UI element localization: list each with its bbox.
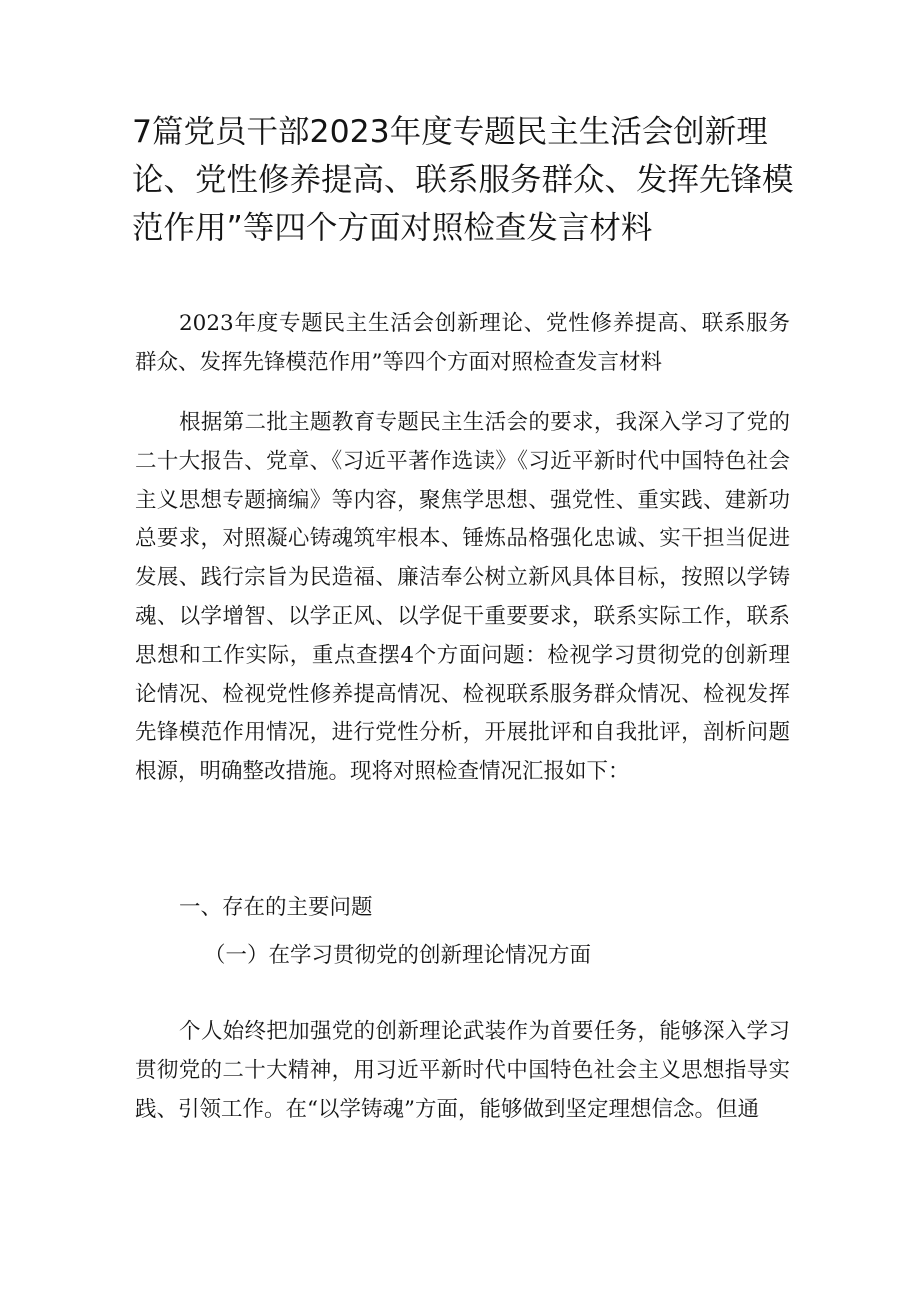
subtitle-paragraph: 2023年度专题民主生活会创新理论、党性修养提高、联系服务群众、发挥先锋模范作用”等四个方面对照检查发言材料 [135, 311, 790, 375]
subsection-heading: （一）在学习贯彻党的创新理论情况方面 [204, 943, 592, 968]
section-heading: 一、存在的主要问题 [179, 895, 373, 920]
personal-paragraph: 个人始终把加强党的创新理论武装作为首要任务，能够深入学习贯彻党的二十大精神，用习近平新时代中国特色社会主义思想指导实践、引领工作。在“以学铸魂”方面，能够做到坚定理想信念。但通 [135, 1019, 790, 1122]
intro-paragraph: 根据第二批主题教育专题民主生活会的要求，我深入学习了党的二十大报告、党章、《习近平著作选读》《习近平新时代中国特色社会主义思想专题摘编》等内容，聚焦学思想、强党性、重实践、建新功总要求，对照凝心铸魂筑牢根本、锤炼品格强化忠诚、实干担当促进发展、践行宗旨为民造福、廉洁奉公树立新风具体目标，按照以学铸魂、以学增智、以学正风、以学促干重要要求，联系实际工作，联系思想和工作实际，重点查摆4个方面问题：检视学习贯彻党的创新理论情况、检视党性修养提高情况、检视联系服务群众情况、检视发挥先锋模范作用情况，进行党性分析，开展批评和自我批评，剖析问题根源，明确整改措施。现将对照检查情况汇报如下： [135, 410, 790, 785]
document-title: 7篇党员干部2023年度专题民主生活会创新理论、党性修养提高、联系服务群众、发挥先锋模范作用”等四个方面对照检查发言材料 [132, 114, 794, 246]
